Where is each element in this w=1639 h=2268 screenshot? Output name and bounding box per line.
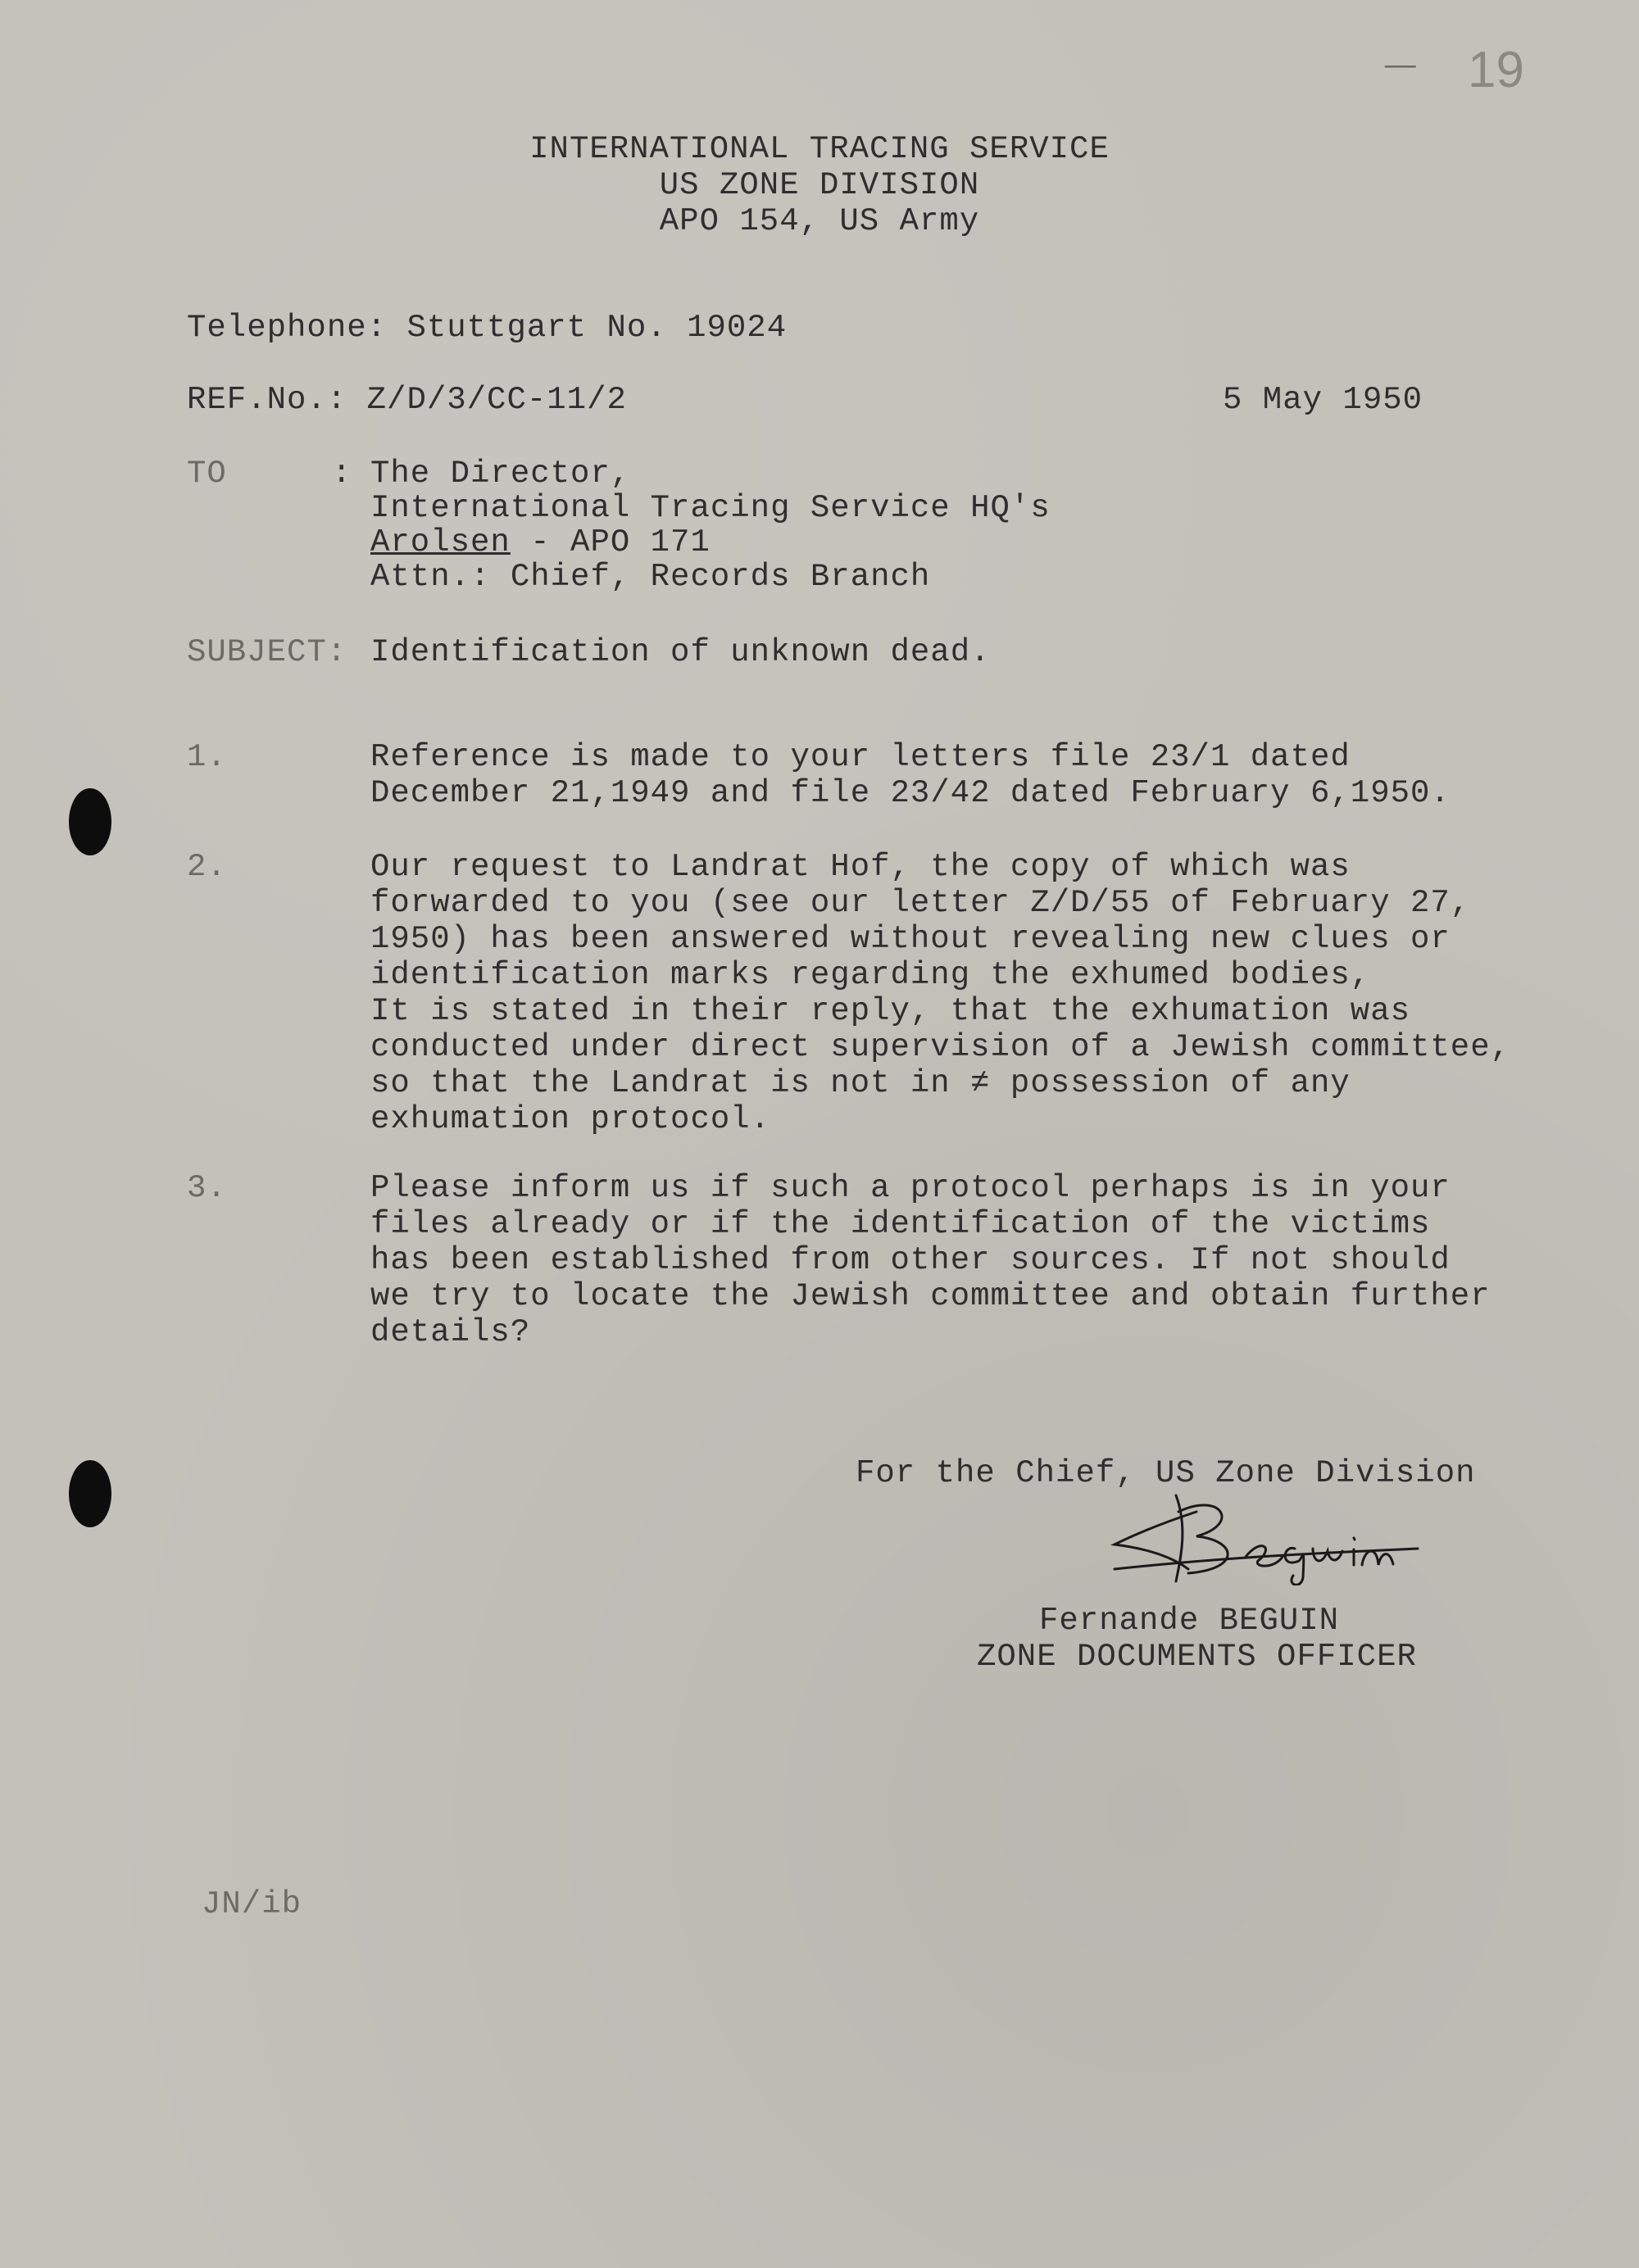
letterhead-line-1: INTERNATIONAL TRACING SERVICE [529, 131, 1110, 167]
paragraph-3-line: we try to locate the Jewish committee and obtain further [370, 1278, 1491, 1314]
paragraph-2-line: Our request to Landrat Hof, the copy of which was [370, 849, 1351, 885]
paragraph-1-line: Reference is made to your letters file 23/1 dated [370, 739, 1351, 775]
signatory-title: ZONE DOCUMENTS OFFICER [977, 1639, 1417, 1675]
paragraph-2-line: so that the Landrat is not in ≠ possession of any [370, 1065, 1351, 1101]
to-line-4: Attn.: Chief, Records Branch [370, 559, 931, 595]
signatory-name: Fernande BEGUIN [1039, 1603, 1340, 1639]
letterhead-line-3: APO 154, US Army [659, 203, 980, 239]
telephone-line: Telephone: Stuttgart No. 19024 [187, 310, 788, 346]
signature-for-line: For the Chief, US Zone Division [856, 1455, 1476, 1491]
to-line-2: International Tracing Service HQ's [370, 490, 1051, 526]
paragraph-3-line: files already or if the identification of the victims [370, 1206, 1431, 1242]
paragraph-2-line: It is stated in their reply, that the exhumation was [370, 993, 1410, 1029]
letterhead-line-2: US ZONE DIVISION [659, 167, 980, 203]
paragraph-1-number: 1. [187, 739, 227, 775]
archive-stamp-marks: — [1384, 48, 1451, 82]
to-line-1: The Director, [370, 456, 631, 492]
to-line-3 [370, 524, 711, 560]
subject-text: Identification of unknown dead. [370, 634, 991, 670]
paragraph-2-line: 1950) has been answered without revealing new clues or [370, 921, 1451, 957]
typist-initials: JN/ib [202, 1886, 302, 1922]
archive-number: 19 [1468, 42, 1524, 98]
paragraph-2-number: 2. [187, 849, 227, 885]
to-city: Arolsen [370, 524, 511, 560]
punch-hole-bottom [69, 1460, 111, 1527]
reference-number: REF.No.: Z/D/3/CC-11/2 [187, 382, 627, 418]
paragraph-2-line: forwarded to you (see our letter Z/D/55 of February 27, [370, 885, 1471, 921]
paragraph-3-number: 3. [187, 1170, 227, 1206]
subject-label: SUBJECT: [187, 634, 347, 670]
punch-hole-top [69, 788, 111, 855]
paragraph-3-line: Please inform us if such a protocol perhaps is in your [370, 1170, 1451, 1206]
to-colon: : [332, 456, 352, 492]
to-apo: - APO 171 [510, 524, 711, 560]
letter-date: 5 May 1950 [1223, 382, 1423, 418]
paragraph-3-line: details? [370, 1314, 531, 1350]
handwritten-signature [1098, 1479, 1467, 1585]
paragraph-2-line: exhumation protocol. [370, 1101, 771, 1137]
paragraph-1-line: December 21,1949 and file 23/42 dated February 6,1950. [370, 775, 1451, 811]
paragraph-3-line: has been established from other sources. If not should [370, 1242, 1451, 1278]
paragraph-2-line: conducted under direct supervision of a Jewish committee, [370, 1029, 1511, 1065]
paragraph-2-line: identification marks regarding the exhumed bodies, [370, 957, 1371, 993]
to-label: TO [187, 456, 227, 492]
